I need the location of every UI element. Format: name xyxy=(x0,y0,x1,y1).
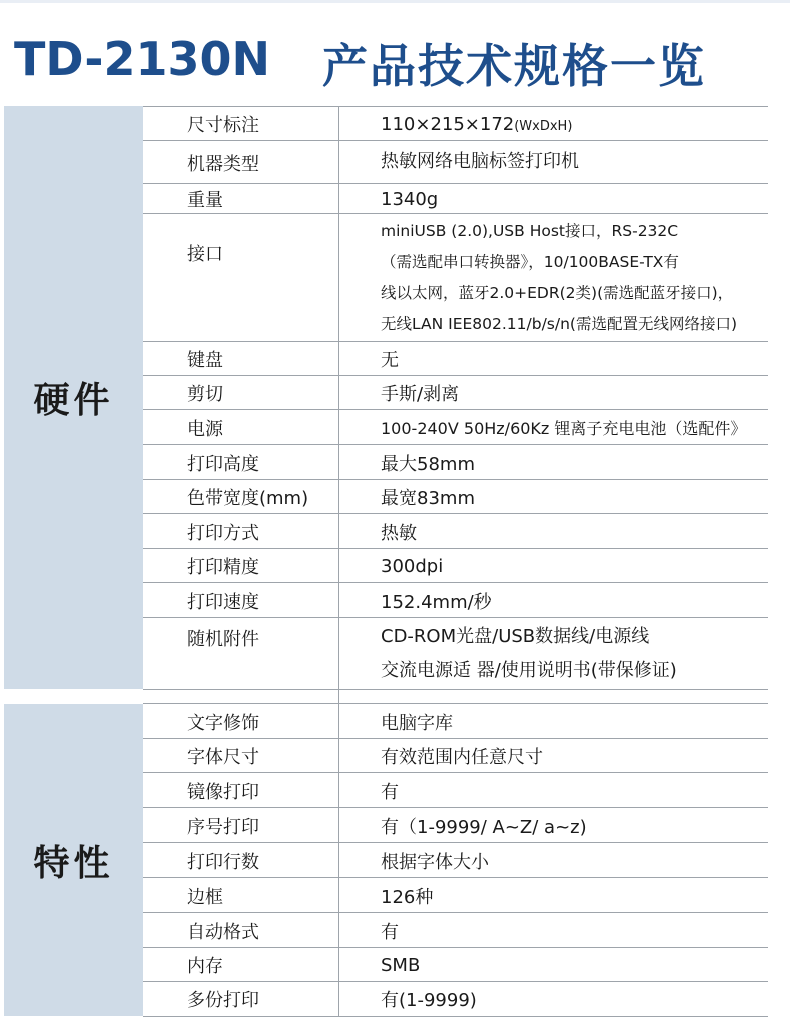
spec-row-print-resolution xyxy=(143,548,768,583)
spec-label: 文字修饰 xyxy=(187,712,259,734)
features-spec-table xyxy=(143,703,768,1016)
spec-label: 内存 xyxy=(187,956,223,977)
spec-label: 打印方式 xyxy=(187,522,259,544)
spec-value: SMB xyxy=(381,954,421,976)
spec-value: 有 xyxy=(381,921,399,943)
section-divider xyxy=(143,689,768,704)
spec-value: 热敏 xyxy=(381,522,417,544)
spec-label: 重量 xyxy=(187,190,223,211)
spec-label: 剪切 xyxy=(187,384,223,405)
accessories-line: CD-ROM光盘/USB数据线/电源线 xyxy=(381,626,650,647)
spec-value: 126种 xyxy=(381,886,434,908)
spec-row-keyboard xyxy=(143,341,768,376)
spec-label: 尺寸标注 xyxy=(187,115,259,136)
spec-label: 打印行数 xyxy=(187,851,259,873)
spec-value: 152.4mm/秒 xyxy=(381,591,492,613)
interface-line: 无线LAN IEE802.11/b/s/n(需选配置无线网络接口) xyxy=(381,315,738,333)
spec-label: 随机附件 xyxy=(187,629,259,650)
model-number: TD-2130N xyxy=(14,32,271,86)
spec-label: 色带宽度(mm) xyxy=(187,488,309,509)
accessories-line: 交流电源适 器/使用说明书(带保修证) xyxy=(381,660,677,681)
spec-value: 热敏网络电脑标签打印机 xyxy=(381,151,579,172)
spec-row-power xyxy=(143,409,768,445)
spec-row-print-speed xyxy=(143,582,768,618)
hardware-spec-table xyxy=(143,106,768,689)
category-features: 特性 xyxy=(4,704,143,1016)
spec-row-auto-format xyxy=(143,912,768,948)
spec-label: 序号打印 xyxy=(187,816,259,838)
dimensions-value: 110×215×172 xyxy=(381,113,515,135)
spec-value xyxy=(381,107,768,141)
spec-row-ribbon-width xyxy=(143,479,768,514)
page-title: 产品技术规格一览 xyxy=(322,39,706,93)
spec-value: 无 xyxy=(381,350,399,371)
top-border xyxy=(0,0,790,3)
spec-value: 电脑字库 xyxy=(381,712,453,734)
spec-row-font-size xyxy=(143,738,768,773)
spec-row-machine-type xyxy=(143,140,768,184)
spec-value: 有(1-9999) xyxy=(381,990,477,1011)
spec-row-dimensions xyxy=(143,106,768,141)
spec-value: 1340g xyxy=(381,188,439,210)
spec-row-frames xyxy=(143,877,768,913)
spec-row-print-height xyxy=(143,444,768,480)
interface-line: 线以太网，蓝牙2.0+EDR(2类)(需选配蓝牙接口)， xyxy=(381,284,734,302)
spec-value: 最大58mm xyxy=(381,453,475,475)
spec-label: 打印精度 xyxy=(187,557,259,578)
spec-row-weight xyxy=(143,183,768,214)
spec-value: 有（1-9999/ A~Z/ a~z) xyxy=(381,816,587,838)
spec-label: 接口 xyxy=(187,244,223,265)
spec-value: 手斯/剥离 xyxy=(381,384,460,405)
interface-line: （需选配串口转换器》，10/100BASE-TX有 xyxy=(381,253,679,271)
spec-value: 100-240V 50Hz/60Kz 锂离子充电电池（选配件》 xyxy=(381,419,747,438)
spec-row-print-method xyxy=(143,513,768,549)
spec-value: 最宽83mm xyxy=(381,488,475,509)
spec-label: 机器类型 xyxy=(187,153,259,175)
spec-value xyxy=(381,618,768,690)
spec-row-mirror-print xyxy=(143,772,768,808)
spec-row-print-lines xyxy=(143,842,768,878)
spec-value: 有效范围内任意尺寸 xyxy=(381,747,543,768)
category-hardware: 硬件 xyxy=(4,106,143,689)
interface-line: miniUSB (2.0),USB Host接口，RS-232C xyxy=(381,222,679,240)
spec-row-memory xyxy=(143,947,768,982)
spec-value: 300dpi xyxy=(381,555,444,577)
spec-row-multi-copy xyxy=(143,981,768,1017)
spec-value: 根据字体大小 xyxy=(381,851,489,873)
spec-row-cutter xyxy=(143,375,768,410)
spec-label: 电源 xyxy=(187,418,223,440)
dimensions-unit: (WxDxH) xyxy=(514,118,573,134)
spec-label: 字体尺寸 xyxy=(187,747,259,768)
spec-label: 自动格式 xyxy=(187,921,259,943)
spec-row-serial-print xyxy=(143,807,768,843)
spec-label: 多份打印 xyxy=(187,990,259,1011)
page-header xyxy=(0,24,790,94)
spec-row-interface xyxy=(143,213,768,342)
spec-label: 键盘 xyxy=(187,350,223,371)
spec-value: 有 xyxy=(381,781,399,803)
spec-label: 边框 xyxy=(187,886,223,908)
spec-label: 镜像打印 xyxy=(187,781,259,803)
spec-row-accessories xyxy=(143,617,768,690)
spec-value xyxy=(381,214,768,342)
spec-row-text-decoration xyxy=(143,703,768,739)
spec-label: 打印高度 xyxy=(187,453,259,475)
spec-label: 打印速度 xyxy=(187,591,259,613)
